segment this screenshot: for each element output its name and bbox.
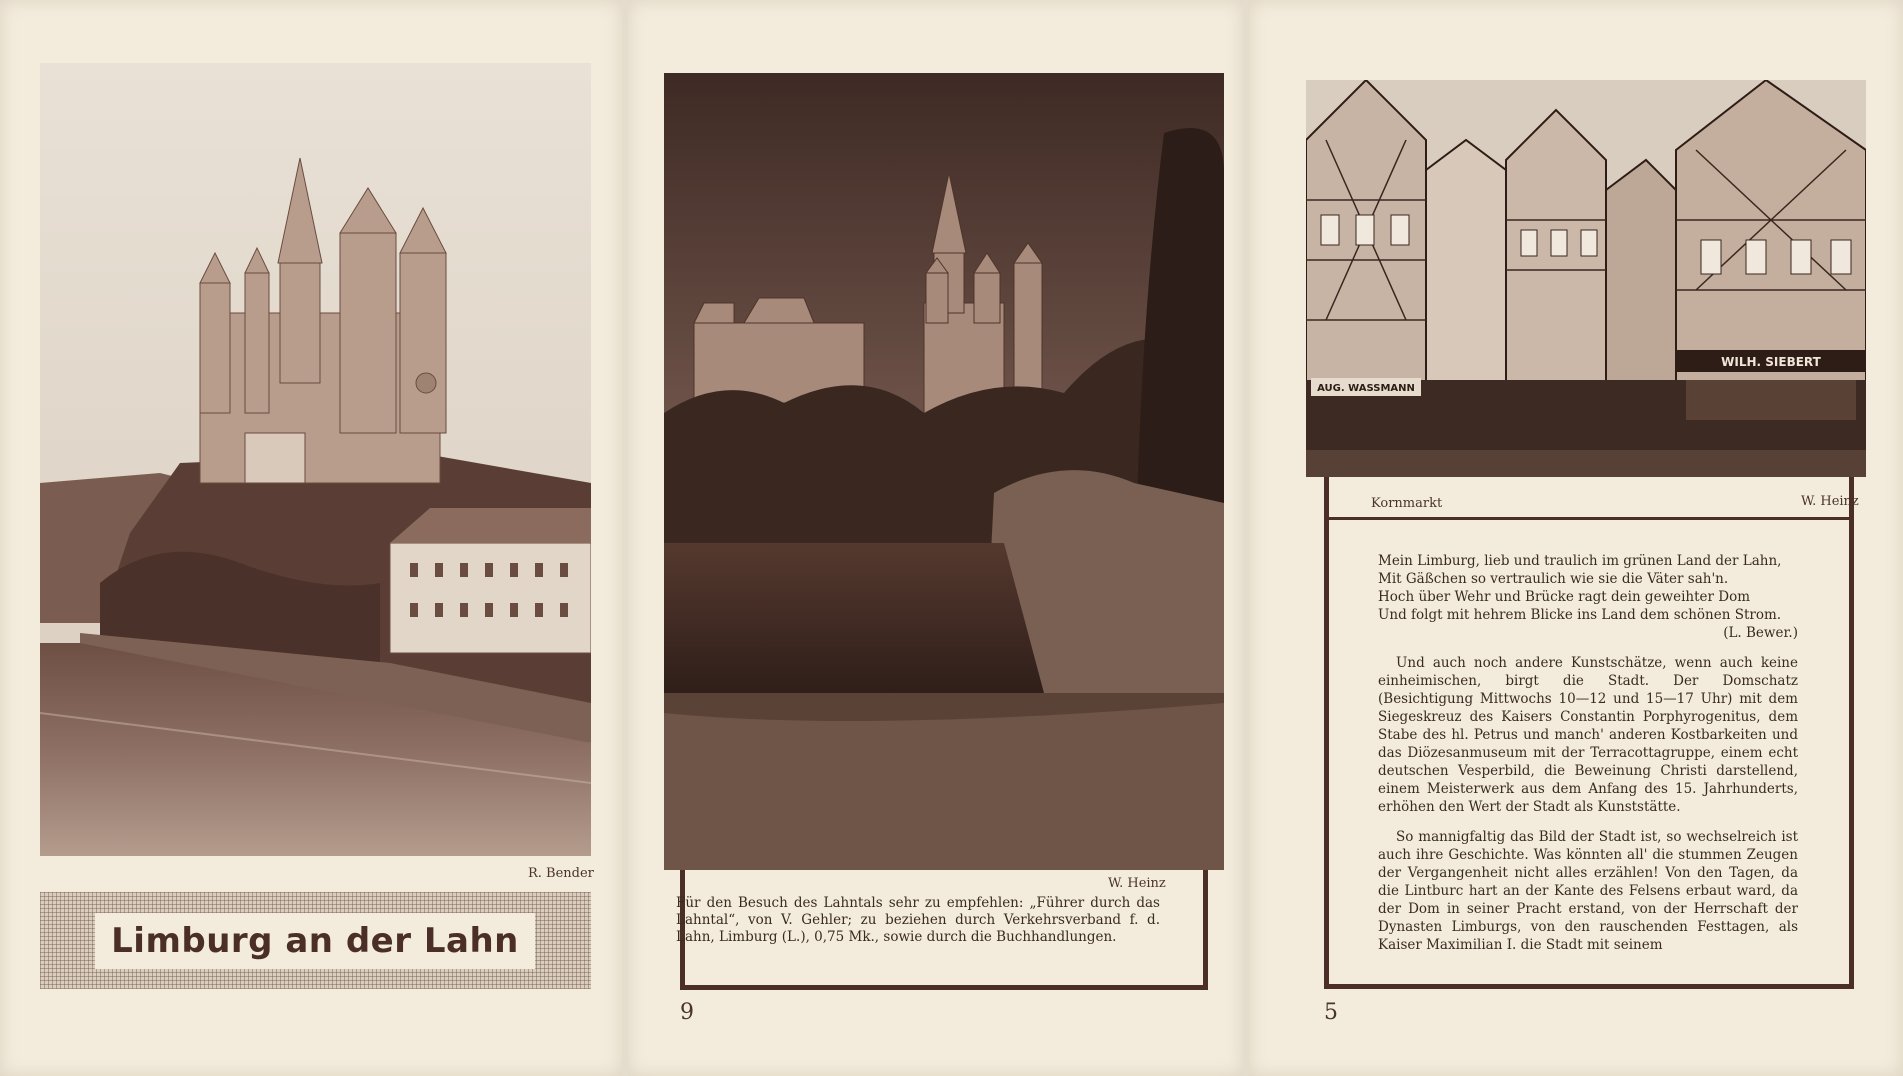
- photo-credit: W. Heinz: [1108, 876, 1166, 891]
- kornmarkt-photo: [1306, 80, 1866, 477]
- poem-line: Und folgt mit hehrem Blicke ins Land dem schönen Strom.: [1378, 607, 1782, 623]
- left-panel: [0, 0, 622, 1076]
- cathedral-river-photo: [40, 63, 591, 856]
- poem-line: Mit Gäßchen so vertraulich wie sie die Väter sah'n.: [1378, 571, 1729, 587]
- shop-sign-siebert: WILH. SIEBERT: [1721, 355, 1821, 369]
- body-text: [1378, 552, 1798, 954]
- paragraph: So mannigfaltig das Bild der Stadt ist, so wechselreich ist auch ihre Geschichte. Was könnten all' die stummen Zeugen der Vergangenheit nicht alles erzählen! Von den Tagen, da die Lintburc hart an der Kante des Felsens erbaut ward, da der Dom in seiner Pracht erstand, von der Herrschaft der Dynasten Limburgs, von den rauschenden Festtagen, als Kaiser Maximilian I. die Stadt mit seinem: [1378, 829, 1798, 953]
- paragraph: Und auch noch andere Kunstschätze, wenn auch keine einheimischen, birgt die Stadt. Der Domschatz (Besichtigung Mittwochs 10—12 und 15—17 Uhr) mit dem Siegeskreuz des Kaisers Constantin Porphyrogenitus, dem Stabe des hl. Petrus und manch' anderen Kostbarkeiten und das Diözesanmuseum mit der Terracottagruppe, einem echt deutschen Vesperbild, die Beweinung Christi darstellend, einem Meisterwerk aus dem Anfang des 15. Jahrhunderts, erhöhen den Wert der Stadt als Kunststätte.: [1378, 655, 1798, 815]
- poem-line: Mein Limburg, lieb und traulich im grünen Land der Lahn,: [1378, 553, 1782, 569]
- page-number: 9: [680, 1000, 694, 1025]
- page-number: 5: [1324, 1000, 1338, 1025]
- text-frame-rule: [1329, 517, 1849, 520]
- title-box: [40, 892, 591, 989]
- poem-line: Hoch über Wehr und Brücke ragt dein geweihter Dom: [1378, 589, 1751, 605]
- poem-author: (L. Bewer.): [1723, 625, 1798, 641]
- castle-cathedral-river-photo: [664, 73, 1224, 870]
- photo-credit: W. Heinz: [1801, 494, 1859, 509]
- photo-credit: R. Bender: [528, 866, 594, 881]
- brochure-title: Limburg an der Lahn: [95, 913, 535, 969]
- shop-sign-wassmann: AUG. WASSMANN: [1317, 383, 1415, 394]
- photo-caption: Kornmarkt: [1371, 496, 1443, 511]
- guidebook-recommendation: Für den Besuch des Lahntals sehr zu empfehlen: „Führer durch das Lahntal“, von V. Gehler; zu beziehen durch Verkehrsverband f. d. Lahn, Limburg (L.), 0,75 Mk., sowie durch die Buchhandlungen.: [676, 895, 1160, 945]
